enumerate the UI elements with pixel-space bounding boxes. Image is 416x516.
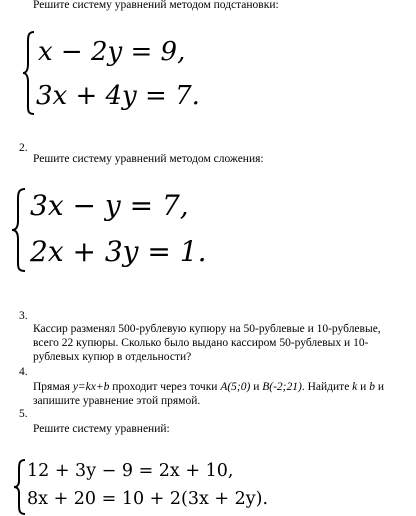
task5-instruction: Решите систему уравнений: <box>33 423 170 435</box>
task4-text-mid2: . Найдите <box>301 381 353 393</box>
task2-equation-1: 3x − y = 7, <box>30 189 189 222</box>
task2-brace <box>11 187 27 273</box>
task4-text-suffix: и запишите уравнение этой прямой. <box>33 381 384 407</box>
task3-text: Кассир разменял 500-рублевую купюру на 50-рублевые и 10-рублевые, всего 22 купюры. Сколько было выдано кассиром 50-рублевых и 10-рублевых купюр в отдельности? <box>33 323 381 363</box>
task4-var-b: b <box>369 381 375 393</box>
task5-equation-2: 8x + 20 = 10 + 2(3x + 2y). <box>27 489 269 509</box>
task2-number: 2. <box>19 142 28 154</box>
task5-equation-1: 12 + 3y − 9 = 2x + 10, <box>27 461 234 481</box>
task4-text-prefix: Прямая <box>33 381 73 393</box>
task4-number: 4. <box>19 366 28 378</box>
task4-point-b: B(-2;21) <box>262 381 302 393</box>
task4-var-k: k <box>352 381 358 393</box>
task5-brace <box>13 458 27 516</box>
task4-point-a: A(5;0) <box>220 381 251 393</box>
task4-text-and1: и <box>250 381 263 393</box>
task4-line-formula: y=kx+b <box>72 381 110 393</box>
task1-equation-1: x − 2y = 9, <box>38 37 186 67</box>
task5-number: 5. <box>19 408 28 420</box>
task1-brace <box>22 30 36 116</box>
task1-instruction: Решите систему уравнений методом подстановки: <box>33 0 279 11</box>
task4-text <box>33 380 408 408</box>
task2-instruction: Решите систему уравнений методом сложения: <box>33 153 264 165</box>
task4-text-mid1: проходит через точки <box>109 381 221 393</box>
task3-number: 3. <box>19 310 28 322</box>
task1-equation-2: 3x + 4y = 7. <box>36 81 200 111</box>
task2-equation-2: 2x + 3y = 1. <box>30 235 207 268</box>
task4-text-and2: и <box>357 381 370 393</box>
